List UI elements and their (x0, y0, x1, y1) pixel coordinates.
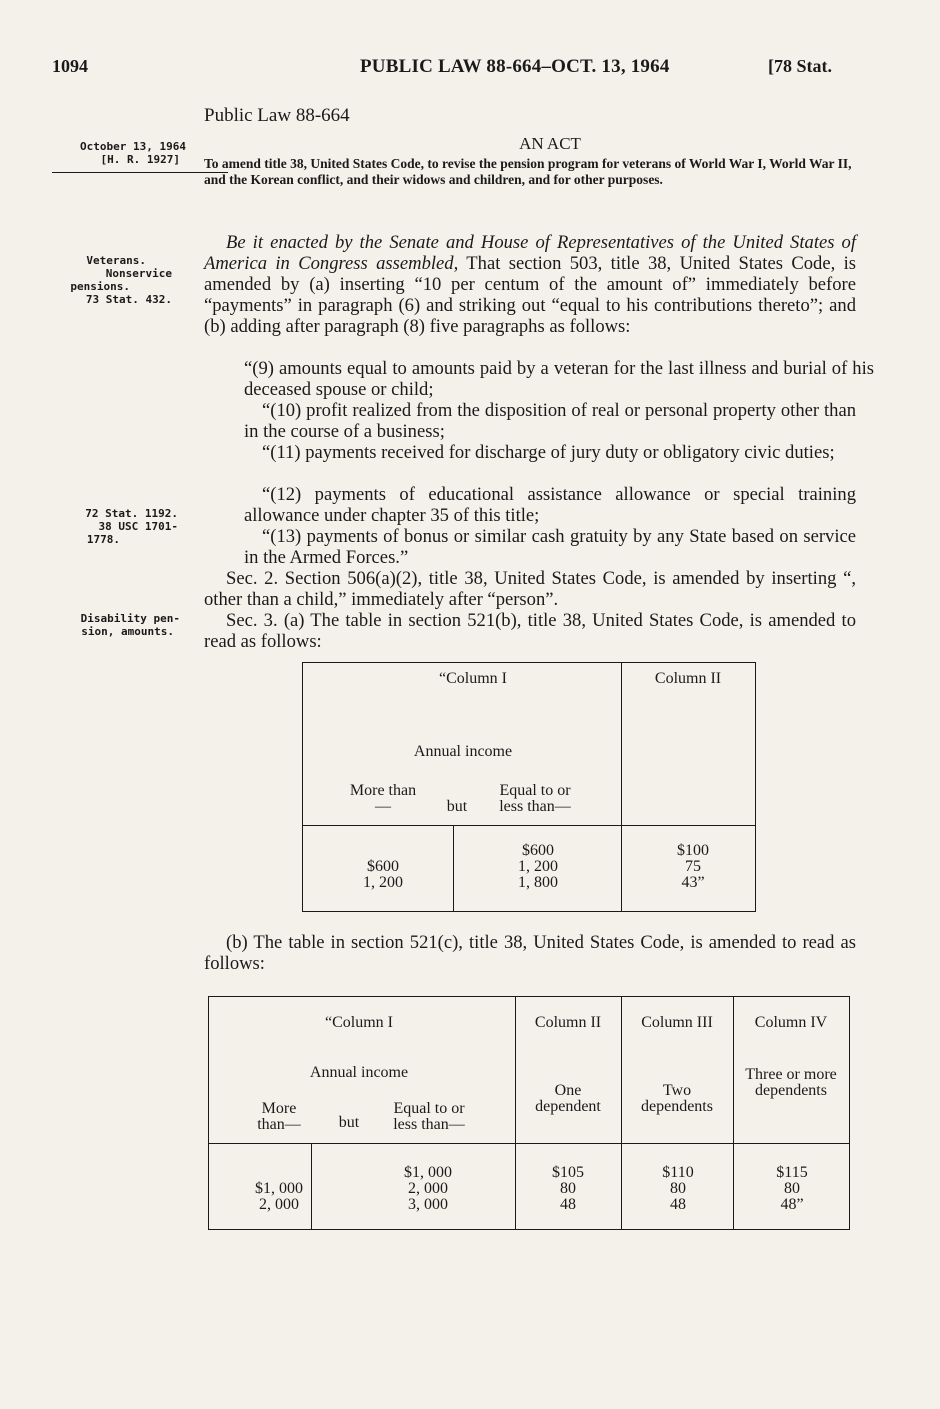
table2-cell: 2, 000 (408, 1180, 448, 1197)
paragraph-13 (244, 526, 856, 568)
table1-cell: $600 (367, 858, 399, 875)
table2-cell: $115 (776, 1164, 808, 1181)
table1-col2-header: Column II (654, 670, 722, 687)
table2-cell: 3, 000 (408, 1196, 448, 1213)
table2-cell: 80 (784, 1180, 800, 1197)
table2-sub2: One dependent (535, 1082, 601, 1115)
table1-col1-header: “Column I (439, 670, 507, 687)
table2-col-a (239, 1181, 319, 1213)
table2-cell: 48 (670, 1196, 686, 1213)
act-heading: AN ACT (519, 134, 581, 153)
statute-reference: [78 Stat. (768, 56, 832, 76)
enacting-rest: That section 503, title 38, United States Code, is amended by (a) inserting “10 per centum of the amount of” immediately before “payments” in paragraph (6) and striking out “equal to his contributions thereto”; and (b) adding after paragraph (8) five paragraphs as follows: (204, 253, 856, 337)
table1-but: but (446, 798, 468, 815)
margin-date (52, 140, 186, 166)
table1-equal-to: Equal to or less than— (499, 782, 571, 815)
margin-usc2-line: 1778. (86, 533, 120, 546)
table-521b (302, 662, 756, 912)
table2-header-rule (209, 1143, 849, 1144)
table2-col-e (749, 1165, 835, 1213)
margin-pensions-line: pensions. (70, 280, 130, 293)
paragraph-12-text: “(12) payments of educational assistance allowance or special training allowance under chapter 35 of this title; (244, 484, 856, 526)
enacting-clause (204, 232, 856, 337)
margin-bill-line: [H. R. 1927] (100, 153, 180, 166)
table2-cell: 80 (560, 1180, 576, 1197)
table1-divider-a (453, 825, 454, 911)
table2-equal-to: Equal to or less than— (393, 1100, 465, 1133)
margin-disability (52, 612, 180, 638)
paragraph-9 (226, 358, 874, 400)
section-3b: (b) The table in section 521(c), title 38, United States Code, is amended to read as follows: (204, 932, 856, 974)
enacting-italic: Be it enacted by the Senate and House of Representatives of the United States of America in Congress assembled, (204, 232, 856, 274)
table1-col-c (653, 843, 733, 891)
table2-more-than: More than— (257, 1100, 301, 1133)
paragraph-12 (244, 484, 856, 526)
table1-cell: 1, 800 (518, 874, 558, 891)
paragraph-11-text: “(11) payments received for discharge of jury duty or obligatory civic duties; (262, 442, 835, 463)
table2-sub4: Three or more dependents (745, 1066, 837, 1099)
margin-nonservice-line: Nonservice (105, 267, 172, 280)
table1-cell: 1, 200 (518, 858, 558, 875)
table2-cell: $1, 000 (404, 1164, 452, 1181)
margin-stat-note (50, 507, 178, 546)
table1-cell: $600 (522, 842, 554, 859)
table2-divider-b (515, 997, 516, 1229)
table1-divider-b (621, 663, 622, 911)
table1-cell: 43” (681, 874, 705, 891)
table1-cell: 75 (685, 858, 701, 875)
table2-cell: $1, 000 (255, 1180, 303, 1197)
table2-cell: 48 (560, 1196, 576, 1213)
table2-col-c (525, 1165, 611, 1213)
law-name: Public Law 88-664 (204, 105, 350, 126)
table1-annual-income: Annual income (413, 743, 513, 760)
margin-rule (52, 172, 228, 173)
table2-col-b (383, 1165, 473, 1213)
act-purpose: To amend title 38, United States Code, to revise the pension program for veterans of World War I, World War II, and the Korean conflict, and their widows and children, and for other purposes. (204, 156, 852, 187)
table2-cell: $105 (552, 1164, 584, 1181)
running-title: PUBLIC LAW 88-664–OCT. 13, 1964 (360, 56, 670, 77)
table2-annual-income: Annual income (309, 1064, 409, 1081)
table1-more-than: More than— (349, 782, 417, 815)
paragraph-10-text: “(10) profit realized from the disposition of real or personal property other than in the course of a business; (244, 400, 856, 442)
table2-sub3: Two dependents (641, 1082, 713, 1115)
margin-veterans-line: Veterans. (86, 254, 146, 267)
table2-but: but (338, 1114, 360, 1131)
margin-stat-line: 73 Stat. 432. (85, 293, 172, 306)
margin-disability-line1: Disability pen- (80, 612, 180, 625)
paragraph-10 (244, 400, 856, 442)
table1-header-rule (303, 825, 755, 826)
table2-col-d (635, 1165, 721, 1213)
table2-divider-d (733, 997, 734, 1229)
table2-cell: 80 (670, 1180, 686, 1197)
table2-cell: $110 (662, 1164, 694, 1181)
margin-stat2-line: 72 Stat. 1192. (85, 507, 178, 520)
margin-usc-line: 38 USC 1701- (98, 520, 178, 533)
table2-col2-header: Column II (534, 1014, 602, 1031)
section-2: Sec. 2. Section 506(a)(2), title 38, United States Code, is amended by inserting “, other than a child,” immediately after “person”. (204, 568, 856, 610)
table2-col4-header: Column IV (754, 1014, 828, 1031)
table2-col3-header: Column III (641, 1014, 713, 1031)
margin-disability-line2: sion, amounts. (81, 625, 174, 638)
margin-date-line: October 13, 1964 (80, 140, 186, 153)
paragraph-11 (244, 442, 856, 463)
table1-cell: $100 (677, 842, 709, 859)
table2-cell: 2, 000 (259, 1196, 299, 1213)
paragraph-9-text: “(9) amounts equal to amounts paid by a veteran for the last illness and burial of his deceased spouse or child; (244, 358, 874, 400)
table2-divider-c (621, 997, 622, 1229)
table1-col-a (343, 859, 423, 891)
table2-col1-header: “Column I (325, 1014, 393, 1031)
table1-cell: 1, 200 (363, 874, 403, 891)
table1-col-b (493, 843, 583, 891)
margin-veterans (48, 254, 176, 306)
page-number: 1094 (52, 56, 88, 76)
paragraph-13-text: “(13) payments of bonus or similar cash gratuity by any State based on service in the Armed Forces.” (244, 526, 856, 568)
table2-cell: 48” (780, 1196, 804, 1213)
table-521c (208, 996, 850, 1230)
section-3a: Sec. 3. (a) The table in section 521(b), title 38, United States Code, is amended to read as follows: (204, 610, 856, 652)
